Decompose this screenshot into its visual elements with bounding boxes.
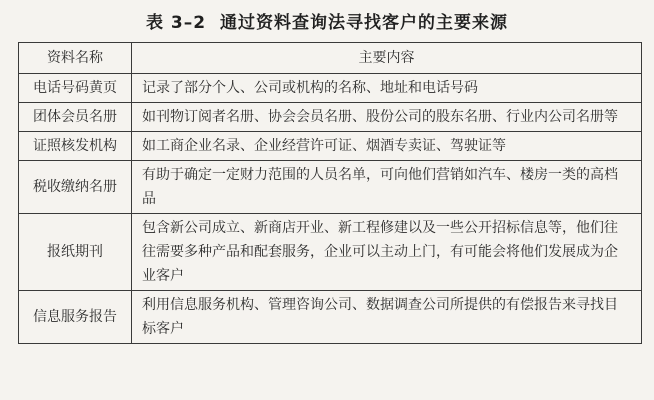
row-name: 电话号码黄页 [19, 74, 132, 103]
header-name: 资料名称 [19, 43, 132, 74]
row-content: 包含新公司成立、新商店开业、新工程修建以及一些公开招标信息等，他们往往需要多种产品和配套服务，企业可以主动上门，有可能会将他们发展成为企业客户 [132, 214, 642, 291]
row-content: 记录了部分个人、公司或机构的名称、地址和电话号码 [132, 74, 642, 103]
header-content: 主要内容 [132, 43, 642, 74]
table-row [19, 132, 642, 161]
table-number: 表 3–2 [145, 13, 207, 33]
table-header-row [19, 43, 642, 74]
row-content: 利用信息服务机构、管理咨询公司、数据调查公司所提供的有偿报告来寻找目标客户 [132, 291, 642, 344]
table-row [19, 161, 642, 214]
row-name: 团体会员名册 [19, 103, 132, 132]
table-caption [0, 8, 654, 33]
row-content: 有助于确定一定财力范围的人员名单，可向他们营销如汽车、楼房一类的高档品 [132, 161, 642, 214]
row-name: 证照核发机构 [19, 132, 132, 161]
table-title: 通过资料查询法寻找客户的主要来源 [220, 13, 509, 33]
row-name: 信息服务报告 [19, 291, 132, 344]
row-content: 如刊物订阅者名册、协会会员名册、股份公司的股东名册、行业内公司名册等 [132, 103, 642, 132]
row-name: 报纸期刊 [19, 214, 132, 291]
row-name: 税收缴纳名册 [19, 161, 132, 214]
sources-table [18, 42, 642, 344]
row-content: 如工商企业名录、企业经营许可证、烟酒专卖证、驾驶证等 [132, 132, 642, 161]
table-row [19, 291, 642, 344]
table-row [19, 103, 642, 132]
table-row [19, 214, 642, 291]
table-row [19, 74, 642, 103]
